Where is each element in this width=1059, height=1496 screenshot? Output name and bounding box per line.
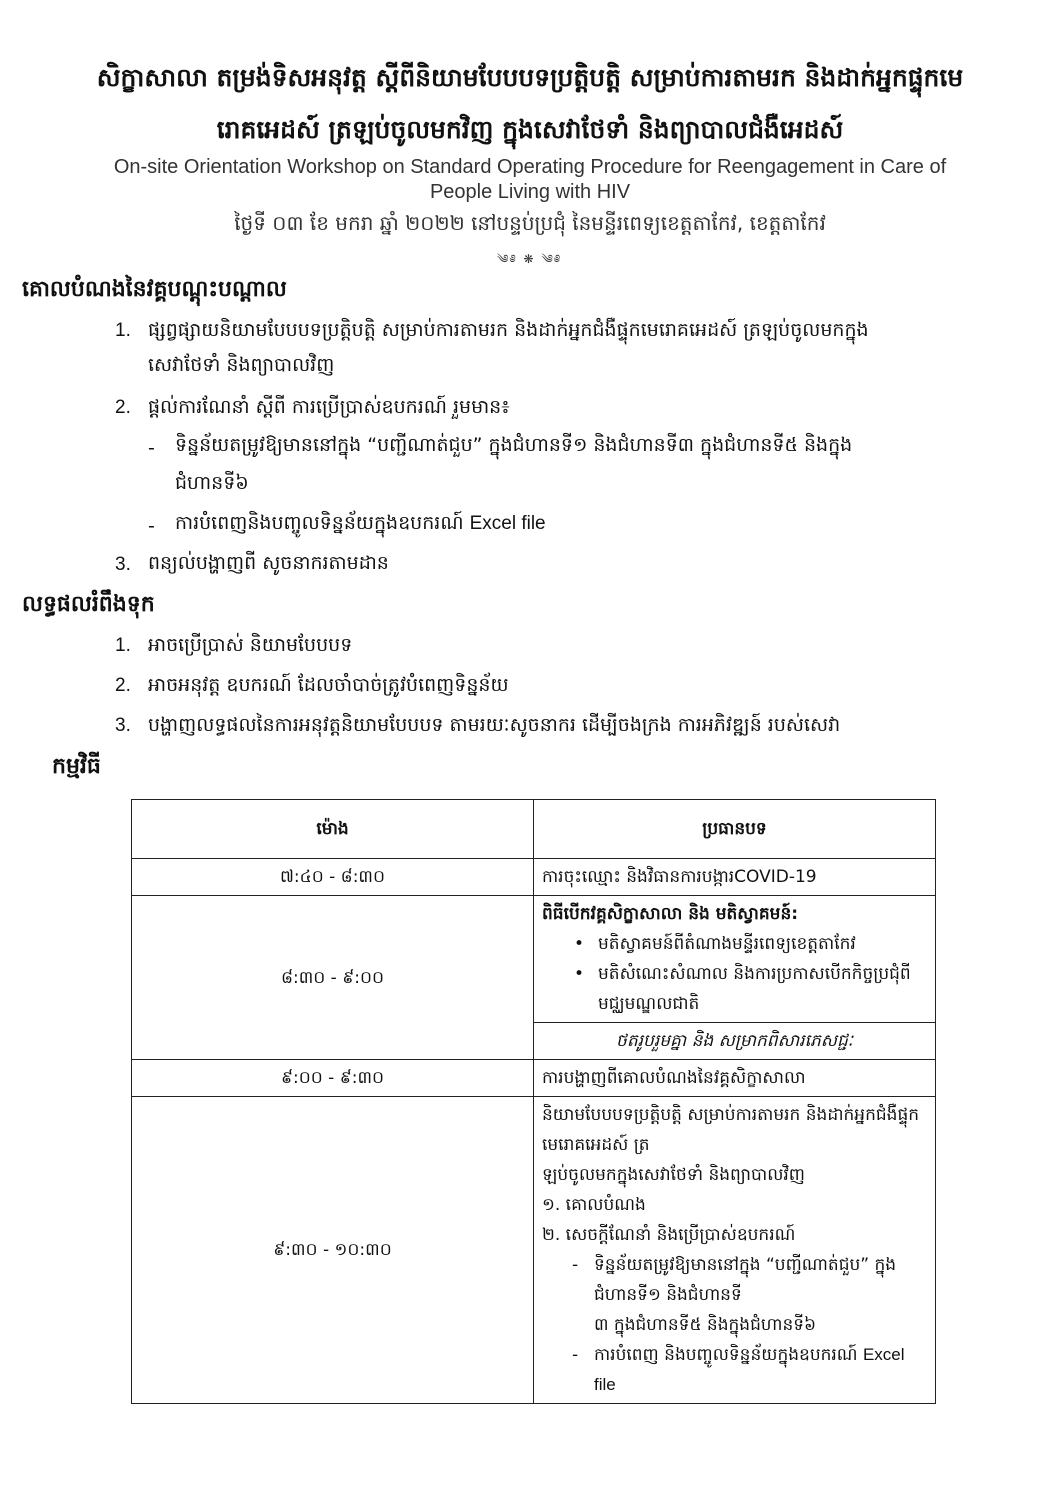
outcome-number: 2. bbox=[115, 675, 131, 696]
topic-cell bbox=[534, 1097, 936, 1404]
title-khmer-line-2: រោគអេដស៍ ត្រឡប់ចូលមកវិញ ក្នុងសេវាថែទាំ និងព្យាបាលជំងឺអេដស៍ bbox=[216, 115, 844, 144]
objective-number: 3. bbox=[115, 554, 131, 575]
topic-line: ឡប់ចូលមកក្នុងសេវាថែទាំ និងព្យាបាលវិញ bbox=[542, 1165, 805, 1185]
objective-2-text: ផ្តល់ការណែនាំ ស្តីពី ការប្រើប្រាស់ឧបករណ៍ រួមមាន៖ bbox=[148, 396, 510, 418]
numbered-item: ២. សេចក្តីណែនាំ និងប្រើប្រាស់ឧបករណ៍ bbox=[542, 1225, 796, 1245]
sub-item bbox=[542, 1250, 927, 1310]
date-location: ថ្ងៃទី ០៣ ខែ មករា ឆ្នាំ ២០២២ នៅបន្ទប់ប្រជុំ នៃមន្ទីរពេទ្យខេត្តតាកែវ, ខេត្តតាកែវ bbox=[234, 211, 826, 235]
topic-cell bbox=[534, 1023, 936, 1060]
sub-item-continuation bbox=[542, 1310, 927, 1340]
dash-marker: - bbox=[572, 1255, 579, 1275]
sub-item-text: ៣ ក្នុងជំហានទី៥ និងក្នុងជំហានទី៦ bbox=[594, 1315, 817, 1335]
opening-ceremony-title: ពិធីបើកវគ្គសិក្ខាសាលា និង មតិស្វាគមន៍: bbox=[542, 904, 799, 924]
table-row bbox=[132, 1060, 936, 1097]
objective-1-line-2: សេវាថែទាំ និងព្យាបាលវិញ bbox=[148, 354, 335, 376]
objective-number: 2. bbox=[115, 397, 131, 418]
outcome-number: 3. bbox=[115, 715, 131, 736]
time-cell: ៧:៤០ - ៨:៣០ bbox=[132, 859, 534, 896]
bullet-item bbox=[542, 929, 927, 959]
outcomes-heading: លទ្ធផលរំពឹងទុក bbox=[22, 592, 155, 617]
title-english-line-2: People Living with HIV bbox=[429, 181, 631, 203]
ornament-divider: ༄༅ ❋ ༄༅ bbox=[496, 252, 563, 266]
topic-cell bbox=[534, 1060, 936, 1097]
agenda-heading: កម្មវិធី bbox=[52, 754, 101, 779]
dash-marker: - bbox=[148, 437, 155, 459]
topic-text: ការចុះឈ្មោះ និងវិធានការបង្ការCOVID-19 bbox=[542, 867, 817, 887]
table-header-row bbox=[132, 800, 936, 859]
bullet-text: • មតិសំណេះសំណាល និងការប្រកាសបើកកិច្ចប្រជុំពីមជ្ឈមណ្ឌលជាតិ bbox=[598, 964, 911, 1014]
topic-cell bbox=[534, 896, 936, 1023]
excel-file-label: Excel file bbox=[469, 513, 546, 534]
objective-2-sub-1-line-2: ជំហានទី៦ bbox=[175, 472, 249, 494]
outcome-number: 1. bbox=[115, 635, 131, 656]
outcome-3-text: បង្ហាញលទ្ធផលនៃការអនុវត្តនិយាមបែបបទ តាមរយៈសូចនាករ ដើម្បីចងក្រង ការអភិវឌ្ឍន៍ របស់សេវា bbox=[148, 714, 841, 736]
column-header-topic: ប្រធានបទ bbox=[534, 800, 936, 859]
dash-marker: - bbox=[148, 515, 155, 537]
objective-2-sub-2-text: ការបំពេញនិងបញ្ចូលទិន្នន័យក្នុងឧបករណ៍ bbox=[175, 512, 470, 534]
table-row bbox=[132, 1097, 936, 1404]
objective-3-text: ពន្យល់បង្ហាញពី សូចនាករតាមដាន bbox=[148, 552, 389, 574]
numbered-item: ១. គោលបំណង bbox=[542, 1195, 646, 1215]
outcome-2-text: អាចអនុវត្ត ឧបករណ៍ ដែលចាំបាច់ត្រូវបំពេញទិន្នន័យ bbox=[148, 674, 509, 696]
objective-number: 1. bbox=[115, 320, 131, 341]
break-text: ថតរូបរួមគ្នា និង សម្រាកពិសារភេសជ្ជៈ bbox=[616, 1031, 853, 1051]
bullet-text: • មតិស្វាគមន៍ពីតំណាងមន្ទីរពេទ្យខេត្តតាកែវ bbox=[598, 934, 856, 954]
time-cell: ៩:០០ - ៩:៣០ bbox=[132, 1060, 534, 1097]
topic-text: ការបង្ហាញពីគោលបំណងនៃវគ្គសិក្ខាសាលា bbox=[542, 1068, 806, 1088]
table-row bbox=[132, 859, 936, 896]
sub-item bbox=[542, 1340, 927, 1400]
excel-file-label: Excel file bbox=[594, 1345, 905, 1394]
time-cell: ៩:៣០ - ១០:៣០ bbox=[132, 1097, 534, 1404]
table-row bbox=[132, 896, 936, 1023]
objective-1-line-1: ផ្សព្វផ្សាយនិយាមបែបបទប្រត្តិបត្តិ សម្រាប់ការតាមរក និងដាក់អ្នកជំងឺផ្ទុកមេរោគអេដស៍ ត្រឡប់ចូលមកក្នុង bbox=[148, 319, 869, 341]
title-khmer-line-1: សិក្ខាសាលា តម្រង់ទិសអនុវត្ត ស្តីពីនិយាមបែបបទប្រត្តិបត្តិ សម្រាប់ការតាមរក និងដាក់អ្នកផ្ទុកមេ bbox=[96, 63, 964, 92]
sub-item-text: ការបំពេញ និងបញ្ចូលទិន្នន័យក្នុងឧបករណ៍ bbox=[594, 1345, 863, 1365]
dash-marker: - bbox=[572, 1345, 579, 1365]
column-header-time: ម៉ោង bbox=[132, 800, 534, 859]
objectives-heading: គោលបំណងនៃវគ្គបណ្តុះបណ្តាល bbox=[22, 277, 287, 302]
title-english-line-1: On-site Orientation Workshop on Standard Operating Procedure for Reengagement in Care of bbox=[113, 156, 947, 178]
outcome-1-text: អាចប្រើប្រាស់ និយាមបែបបទ bbox=[148, 634, 353, 656]
topic-cell bbox=[534, 859, 936, 896]
topic-line: និយាមបែបបទប្រត្តិបត្តិ សម្រាប់ការតាមរក និងដាក់អ្នកជំងឺផ្ទុកមេរោគអេដស៍ ត្រ bbox=[542, 1105, 920, 1155]
time-cell: ៨:៣០ - ៩:០០ bbox=[132, 896, 534, 1060]
agenda-table bbox=[131, 799, 936, 1404]
sub-item-text: ទិន្នន័យតម្រូវឱ្យមាននៅក្នុង “បញ្ជីណាត់ជួប” ក្នុងជំហានទី១ និងជំហានទី bbox=[594, 1255, 897, 1305]
objective-2-sub-1-line-1: ទិន្នន័យតម្រូវឱ្យមាននៅក្នុង “បញ្ជីណាត់ជួប” ក្នុងជំហានទី១ និងជំហានទី៣ ក្នុងជំហានទី៥ និងក្នុង bbox=[175, 434, 853, 456]
objective-2-sub-2 bbox=[175, 508, 1020, 539]
bullet-item bbox=[542, 959, 927, 1019]
